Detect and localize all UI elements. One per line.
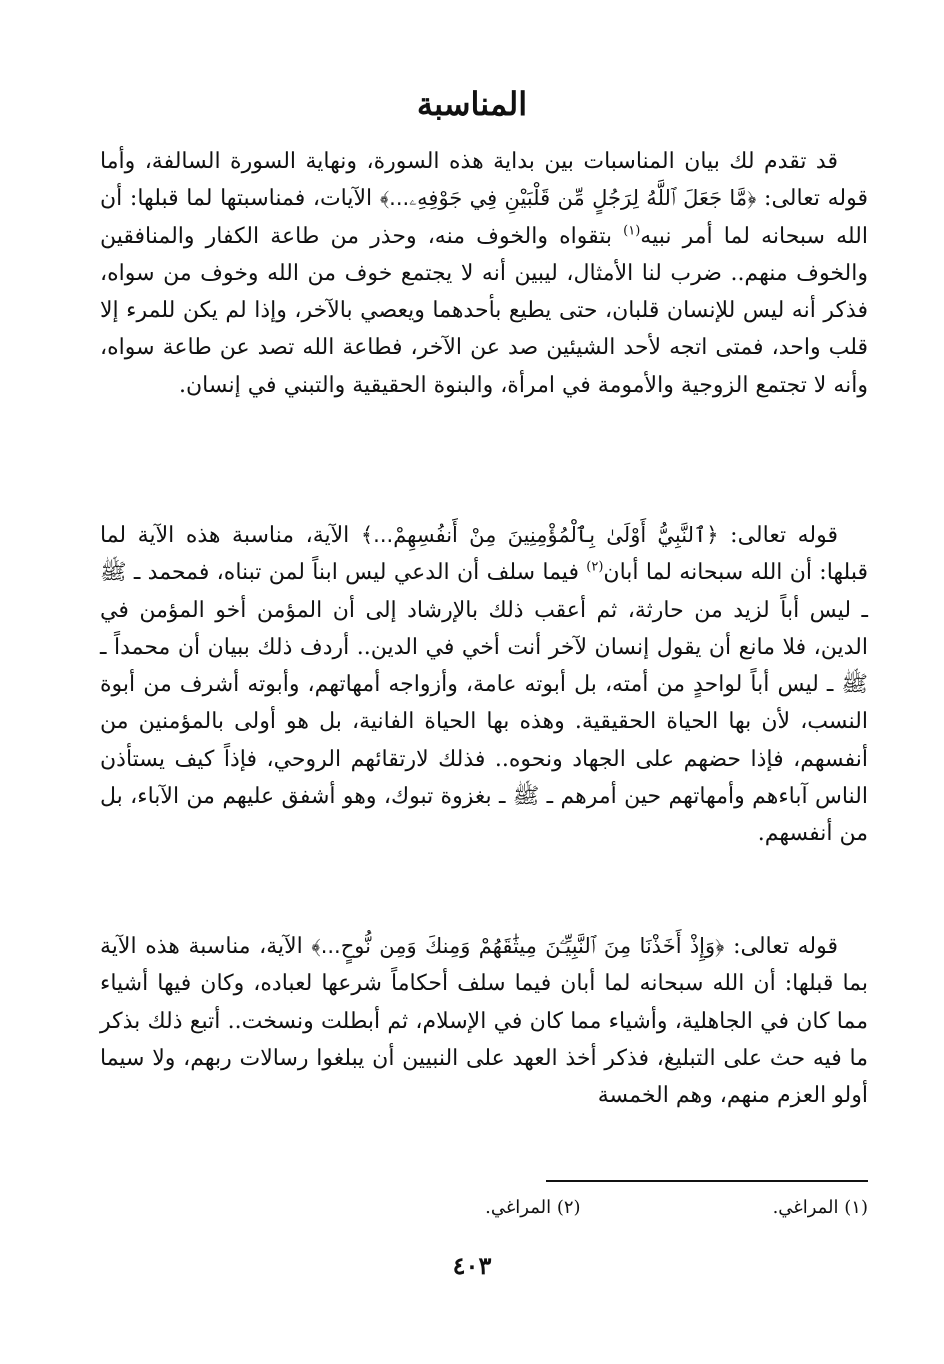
paragraph-3 — [100, 928, 868, 1114]
section-title: المناسبة — [416, 85, 528, 123]
paragraph-text: قد تقدم لك بيان المناسبات بين بداية هذه السورة، ونهاية السورة السالفة، وأما قوله تعالى: — [100, 149, 868, 212]
paragraph-text: قوله تعالى: — [718, 523, 839, 548]
footnote-marker: (٢) — [586, 559, 604, 575]
quran-verse: ﴿مَّا جَعَلَ ٱللَّهُ لِرَجُلٍ مِّن قَلْبَيْنِ فِي جَوْفِهِۦ...﴾ — [379, 186, 757, 211]
paragraph-text: الآية، مناسبة هذه الآية لما قبلها: أن الله سبحانه لما أبان — [100, 523, 868, 586]
paragraph-text: فيما سلف أن الدعي ليس ابناً لمن تبناه، فمحمد ـ ﷺ ـ ليس أباً لزيد من حارثة، ثم أعقب ذلك بالإرشاد إلى أن المؤمن أخو المؤمن في الدين، فلا مانع أن يقول إنسان لآخر أنت أخي في الدين.. أردف ذلك ببيان أن محمداً ـ ﷺ ـ ليس أباً لواحدٍ من أمته، بل أبوته عامة، وأزواجه أمهاتهم، وأبوته أشرف من أبوة النسب، لأن بها الحياة الحقيقية. وهذه بها الحياة الفانية، بل هو أولى بالمؤمنين من أنفسهم، فإذا حضهم على الجهاد ونحوه.. فذلك لارتقائهم الروحي، فإذاً كيف يستأذن الناس آباءهم وأمهاتهم حين أمرهم ـ ﷺ ـ بغزوة تبوك، وهو أشفق عليهم من الآباء، بل من أنفسهم. — [100, 560, 868, 847]
footnote-1: (١) المراغي. — [772, 1197, 868, 1218]
page-number: ٤٠٣ — [452, 1251, 492, 1280]
footnotes — [100, 1195, 868, 1221]
footnote-2: (٢) المراغي. — [485, 1197, 581, 1218]
paragraph-text: الآيات، فمناسبتها لما قبلها: أن الله سبحانه لما أمر نبيه — [100, 186, 868, 249]
paragraph-text: قوله تعالى: — [724, 934, 838, 959]
paragraph-text: بتقواه والخوف منه، وحذر من طاعة الكفار والمنافقين والخوف منهم.. ضرب لنا الأمثال، ليبين أنه لا يجتمع خوف من الله وخوف من سواه، فذكر أنه ليس للإنسان قلبان، حتى يطيع بأحدهما ويعصي بالآخر، وإذا لم يكن للمرء إلا قلب واحد، فمتى اتجه لأحد الشيئين صد عن الآخر، فطاعة الله تصد عن طاعة سواه، وأنه لا تجتمع الزوجية والأمومة في امرأة، والبنوة الحقيقية والتبني في إنسان. — [100, 223, 868, 398]
paragraph-text: الآية، مناسبة هذه الآية بما قبلها: أن الله سبحانه لما أبان فيما سلف أحكاماً شرعها لعباده، وكان فيها أشياء مما كان في الجاهلية، وأشياء مما كان في الإسلام، ثم أبطلت ونسخت.. أتبع ذلك بذكر ما فيه حث على التبليغ، فذكر أخذ العهد على النبيين أن يبلغوا رسالات ربهم، ولا سيما أولو العزم منهم، وهم الخمسة — [100, 934, 868, 1109]
footnote-separator — [546, 1180, 868, 1182]
quran-verse: ﴿وَإِذْ أَخَذْنَا مِنَ ٱلنَّبِيِّـۧنَ مِيثَٰقَهُمْ وَمِنكَ وَمِن نُّوحٍ...﴾ — [311, 934, 725, 958]
quran-verse: ﴿ٱلنَّبِيُّ أَوْلَىٰ بِٱلْمُؤْمِنِينَ مِنْ أَنفُسِهِمْ...﴾ — [360, 523, 719, 547]
paragraph-1 — [100, 143, 868, 404]
paragraph-2 — [100, 517, 868, 853]
footnote-marker: (١) — [623, 223, 641, 239]
